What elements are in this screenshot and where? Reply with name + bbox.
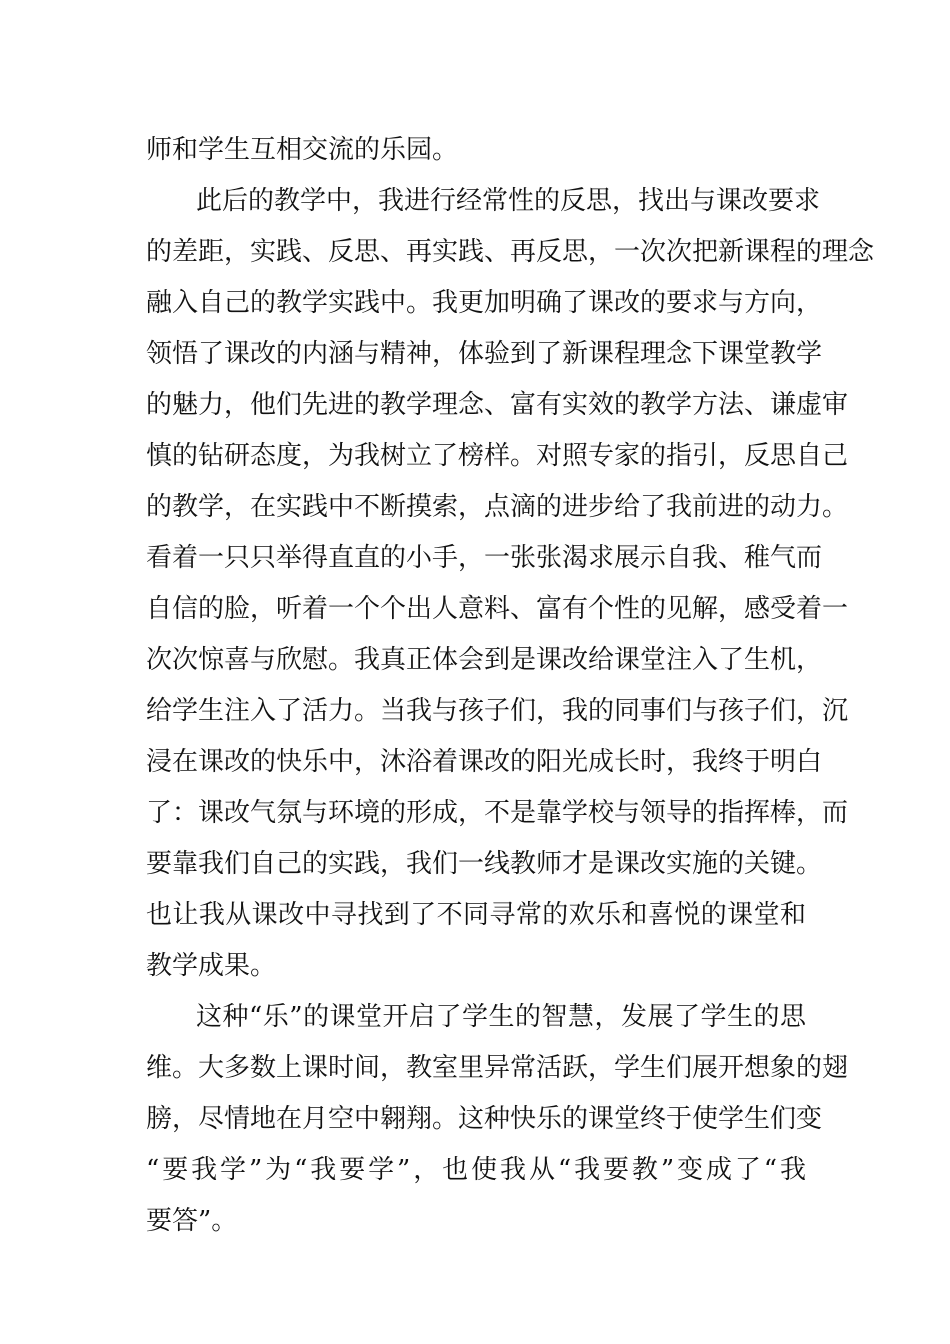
text-line: 要答”。 — [146, 1206, 238, 1236]
text-line: 的魅力，他们先进的教学理念、富有实效的教学方法、谦虚审 — [146, 390, 849, 420]
text-line: 了：课改气氛与环境的形成，不是靠学校与领导的指挥棒，而 — [146, 798, 849, 828]
paragraph-start-line: 这种“乐”的课堂开启了学生的智慧，发展了学生的思 — [196, 1002, 806, 1032]
text-line: 要靠我们自己的实践，我们一线教师才是课改实施的关键。 — [146, 849, 823, 879]
text-line: 看着一只只举得直直的小手，一张张渴求展示自我、稚气而 — [146, 543, 823, 573]
text-line: 也让我从课改中寻找到了不同寻常的欢乐和喜悦的课堂和 — [146, 900, 806, 930]
text-line: 次次惊喜与欣慰。我真正体会到是课改给课堂注入了生机， — [146, 645, 823, 675]
text-line: 自信的脸，听着一个个出人意料、富有个性的见解，感受着一 — [146, 594, 849, 624]
text-line: 教学成果。 — [146, 951, 277, 981]
text-line: 的差距，实践、反思、再实践、再反思，一次次把新课程的理念 — [146, 237, 875, 267]
text-line: 融入自己的教学实践中。我更加明确了课改的要求与方向， — [146, 288, 823, 318]
text-line: 维。大多数上课时间，教室里异常活跃，学生们展开想象的翅 — [146, 1053, 849, 1083]
text-line: 慎的钻研态度，为我树立了榜样。对照专家的指引，反思自己 — [146, 441, 849, 471]
text-line: “要我学”为“我要学”，也使我从“我要教”变成了“我 — [146, 1155, 806, 1185]
text-line: 膀，尽情地在月空中翱翔。这种快乐的课堂终于使学生们变 — [146, 1104, 823, 1134]
text-line: 师和学生互相交流的乐园。 — [146, 135, 459, 165]
text-line: 领悟了课改的内涵与精神，体验到了新课程理念下课堂教学 — [146, 339, 823, 369]
paragraph-start-line: 此后的教学中，我进行经常性的反思，找出与课改要求 — [196, 186, 821, 216]
text-line: 浸在课改的快乐中，沐浴着课改的阳光成长时，我终于明白 — [146, 747, 823, 777]
text-line: 给学生注入了活力。当我与孩子们，我的同事们与孩子们，沉 — [146, 696, 849, 726]
text-line: 的教学，在实践中不断摸索，点滴的进步给了我前进的动力。 — [146, 492, 849, 522]
